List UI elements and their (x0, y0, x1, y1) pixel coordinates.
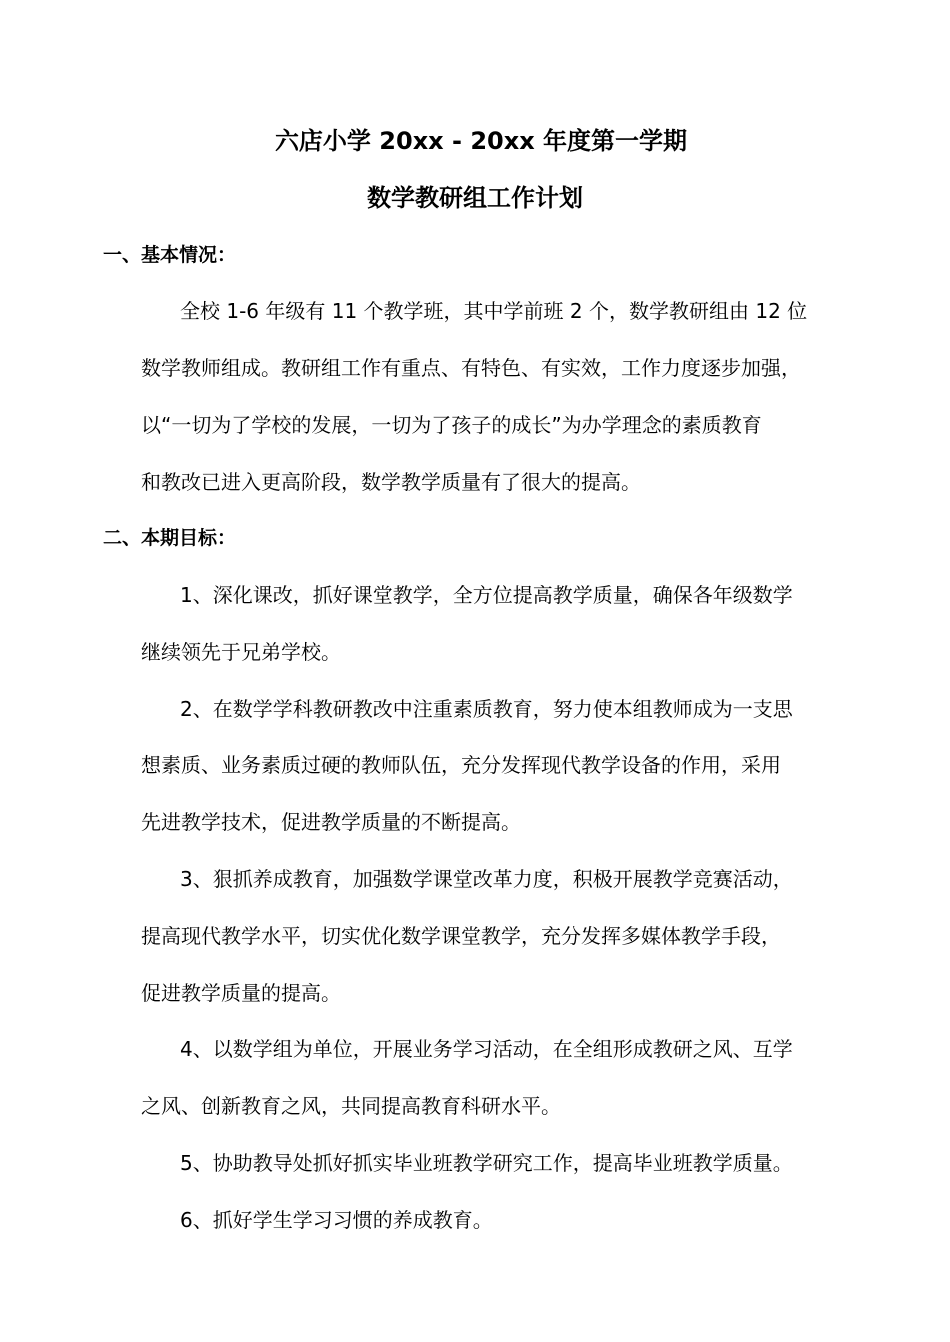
goal-item-6-line: 6、抓好学生学习习惯的养成教育。 (180, 1208, 493, 1232)
goal-item-2-line: 想素质、业务素质过硬的教师队伍，充分发挥现代教学设备的作用，采用 (141, 753, 781, 777)
goal-item-4-line: 4、以数学组为单位，开展业务学习活动，在全组形成教研之风、互学 (180, 1037, 793, 1061)
goal-item-3-line: 提高现代教学水平，切实优化数学课堂教学，充分发挥多媒体教学手段， (141, 924, 781, 948)
goal-item-1-line: 1、深化课改，抓好课堂教学，全方位提高教学质量，确保各年级数学 (180, 583, 793, 607)
goal-item-4-line: 之风、创新教育之风，共同提高教育科研水平。 (141, 1094, 561, 1118)
goal-item-3-line: 促进教学质量的提高。 (141, 981, 341, 1005)
goal-item-1-line: 继续领先于兄弟学校。 (141, 640, 341, 664)
paragraph-line: 全校 1-6 年级有 11 个教学班，其中学前班 2 个，数学教研组由 12 位 (180, 299, 808, 323)
document-title-line-2: 数学教研组工作计划 (367, 184, 583, 212)
paragraph-line: 和教改已进入更高阶段，数学教学质量有了很大的提高。 (141, 470, 641, 494)
section-heading-basic-situation: 一、基本情况： (103, 244, 237, 266)
goal-item-5-line: 5、协助教导处抓好抓实毕业班教学研究工作，提高毕业班教学质量。 (180, 1151, 793, 1175)
goal-item-2-line: 2、在数学学科教研教改中注重素质教育，努力使本组教师成为一支思 (180, 697, 793, 721)
section-heading-term-goals: 二、本期目标： (103, 527, 237, 549)
paragraph-line: 以“一切为了学校的发展，一切为了孩子的成长”为办学理念的素质教育 (141, 413, 762, 437)
document-title-line-1: 六店小学 20xx - 20xx 年度第一学期 (274, 127, 688, 155)
paragraph-line: 数学教师组成。教研组工作有重点、有特色、有实效，工作力度逐步加强， (141, 356, 801, 380)
goal-item-2-line: 先进教学技术，促进教学质量的不断提高。 (141, 810, 521, 834)
goal-item-3-line: 3、狠抓养成教育，加强数学课堂改革力度，积极开展教学竞赛活动， (180, 867, 793, 891)
